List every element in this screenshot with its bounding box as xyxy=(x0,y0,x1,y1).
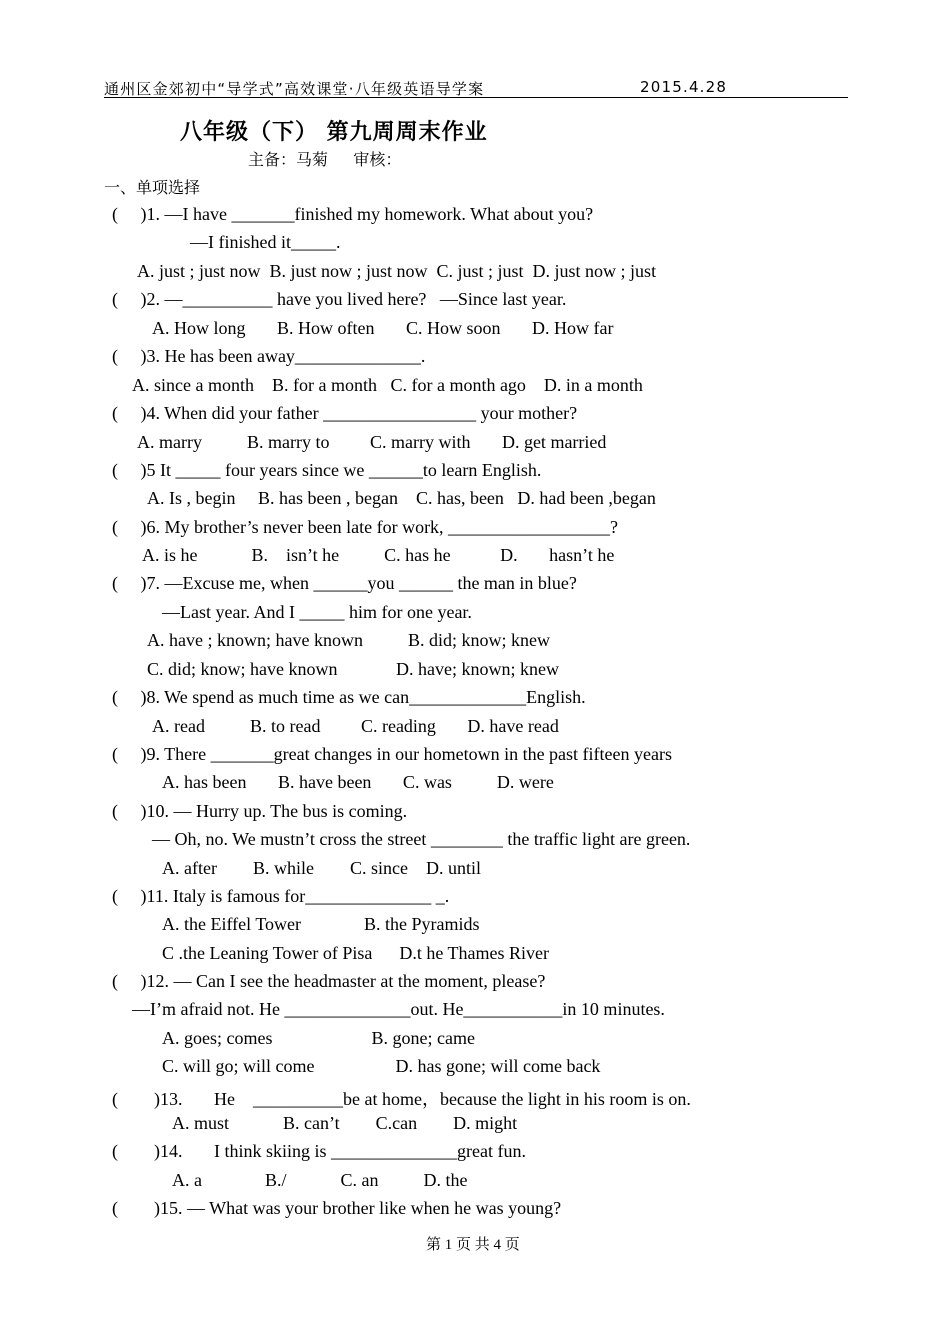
question-11-options-cd: C .the Leaning Tower of Pisa D.t he Thames River xyxy=(162,943,549,963)
question-11: ( )11. Italy is famous for______________ _. xyxy=(112,886,450,906)
question-2-options: A. How long B. How often C. How soon D. How far xyxy=(152,318,614,338)
question-13-options: A. must B. can’t C.can D. might xyxy=(172,1113,518,1133)
question-3-options: A. since a month B. for a month C. for a month ago D. in a month xyxy=(132,375,643,395)
question-10-reply: — Oh, no. We mustn’t cross the street ________ the traffic light are green. xyxy=(152,829,691,849)
question-1-options: A. just ; just now B. just now ; just now C. just ; just D. just now ; just xyxy=(137,261,657,281)
page-title: 八年级（下） 第九周周末作业 xyxy=(180,120,488,145)
question-6-options: A. is he B. isn’t he C. has he D. hasn’t he xyxy=(142,545,615,565)
question-7-options-cd: C. did; know; have known D. have; known; knew xyxy=(147,659,559,679)
question-10-options: A. after B. while C. since D. until xyxy=(162,858,481,878)
question-8: ( )8. We spend as much time as we can_____________English. xyxy=(112,687,586,707)
question-5-options: A. Is , begin B. has been , began C. has, been D. had been ,began xyxy=(147,488,656,508)
header-rule xyxy=(104,97,848,98)
question-1-reply: —I finished it_____. xyxy=(190,232,341,252)
question-3: ( )3. He has been away______________. xyxy=(112,346,426,366)
header-date: 2015.4.28 xyxy=(640,78,728,96)
question-4-options: A. marry B. marry to C. marry with D. get married xyxy=(137,432,607,452)
question-7-options-ab: A. have ; known; have known B. did; know; knew xyxy=(147,630,550,650)
preparer-line: 主备：马菊 审核： xyxy=(248,150,402,169)
question-12-reply: —I’m afraid not. He ______________out. He___________in 10 minutes. xyxy=(132,999,665,1019)
question-2: ( )2. —__________ have you lived here? —Since last year. xyxy=(112,289,567,309)
question-9-options: A. has been B. have been C. was D. were xyxy=(162,772,554,792)
question-13: ( )13. He __________be at home，because the light in his room is on. xyxy=(112,1089,691,1109)
question-8-options: A. read B. to read C. reading D. have read xyxy=(152,716,559,736)
section-heading: 一、单项选择 xyxy=(104,178,201,197)
question-4: ( )4. When did your father _________________ your mother? xyxy=(112,403,578,423)
question-7-reply: —Last year. And I _____ him for one year. xyxy=(162,602,472,622)
question-6: ( )6. My brother’s never been late for work, __________________? xyxy=(112,517,619,537)
question-12: ( )12. — Can I see the headmaster at the moment, please? xyxy=(112,971,546,991)
question-14-options: A. a B./ C. an D. the xyxy=(172,1170,468,1190)
question-1: ( )1. —I have _______finished my homework. What about you? xyxy=(112,204,594,224)
header-school-line: 通州区金郊初中“导学式”高效课堂·八年级英语导学案 xyxy=(104,80,485,98)
question-12-options-ab: A. goes; comes B. gone; came xyxy=(162,1028,475,1048)
question-14: ( )14. I think skiing is ______________great fun. xyxy=(112,1141,526,1161)
question-9: ( )9. There _______great changes in our hometown in the past fifteen years xyxy=(112,744,672,764)
question-12-options-cd: C. will go; will come D. has gone; will come back xyxy=(162,1056,601,1076)
question-11-options-ab: A. the Eiffel Tower B. the Pyramids xyxy=(162,914,480,934)
question-10: ( )10. — Hurry up. The bus is coming. xyxy=(112,801,408,821)
question-15: ( )15. — What was your brother like when he was young? xyxy=(112,1198,562,1218)
page-footer: 第 1 页 共 4 页 xyxy=(426,1237,520,1253)
question-7: ( )7. —Excuse me, when ______you ______ the man in blue? xyxy=(112,573,577,593)
question-5: ( )5 It _____ four years since we ______to learn English. xyxy=(112,460,542,480)
